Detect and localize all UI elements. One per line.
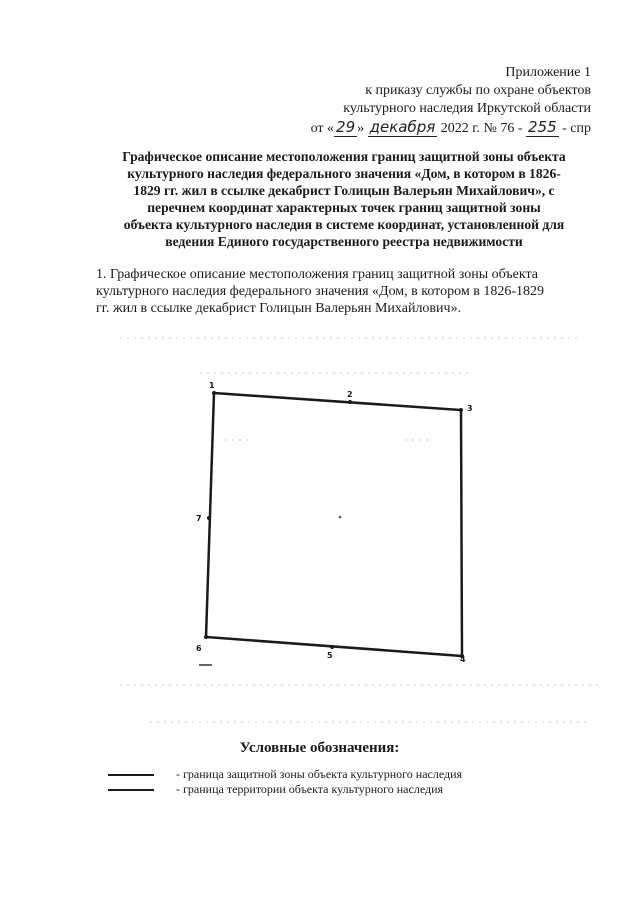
title-line: Графическое описание местоположения границ защитной зоны объекта — [122, 149, 566, 164]
point-label-5: 5 — [327, 651, 333, 660]
appendix-line-3: культурного наследия Иркутской области — [343, 101, 591, 116]
order-day-handwritten: 29 — [336, 118, 356, 136]
title-line: перечнем координат характерных точек границ защитной зоны — [147, 200, 541, 215]
center-dot — [339, 516, 342, 519]
point-3-marker — [459, 408, 463, 412]
order-prefix: от « — [310, 121, 335, 136]
order-suffix: - спр — [562, 121, 591, 136]
appendix-line-1: Приложение 1 — [505, 65, 591, 80]
point-2-marker — [348, 400, 352, 404]
order-number-handwritten: 255 — [527, 118, 557, 136]
appendix-line-2: к приказу службы по охране объектов — [365, 83, 591, 98]
point-7-marker — [207, 516, 211, 520]
legend-line-icon — [108, 789, 154, 791]
title-line: объекта культурного наследия в системе координат, установленной для — [123, 217, 565, 232]
point-6-marker — [204, 635, 208, 639]
order-mid: » — [357, 121, 365, 136]
point-label-7: 7 — [196, 514, 202, 523]
point-label-2: 2 — [347, 390, 353, 399]
protection-zone-boundary — [206, 393, 462, 656]
title-line: ведения Единого государственного реестра недвижимости — [165, 234, 523, 249]
paragraph-line: гг. жил в ссылке декабрист Голицын Валерьян Михайлович». — [96, 301, 462, 316]
legend-line-icon — [108, 774, 154, 776]
paragraph-line: 1. Графическое описание местоположения границ защитной зоны объекта — [96, 267, 538, 282]
order-year: 2022 г. № 76 - — [440, 121, 523, 136]
legend-item-label: - граница территории объекта культурного наследия — [176, 782, 444, 796]
point-1-marker — [212, 391, 216, 395]
point-label-4: 4 — [460, 655, 466, 664]
legend-title: Условные обозначения: — [239, 740, 400, 756]
title-line: 1829 гг. жил в ссылке декабрист Голицын Валерьян Михайлович», с — [133, 183, 555, 198]
point-label-1: 1 — [209, 381, 215, 390]
point-5-marker — [330, 645, 334, 649]
scan-artefacts — [120, 338, 600, 722]
legend-item-label: - граница защитной зоны объекта культурного наследия — [176, 767, 463, 781]
point-label-6: 6 — [196, 644, 202, 653]
order-month-handwritten: декабря — [369, 118, 436, 136]
point-label-3: 3 — [467, 404, 473, 413]
paragraph-line: культурного наследия федерального значения «Дом, в котором в 1826-1829 — [96, 284, 544, 299]
title-line: культурного наследия федерального значения «Дом, в котором в 1826- — [127, 166, 561, 181]
